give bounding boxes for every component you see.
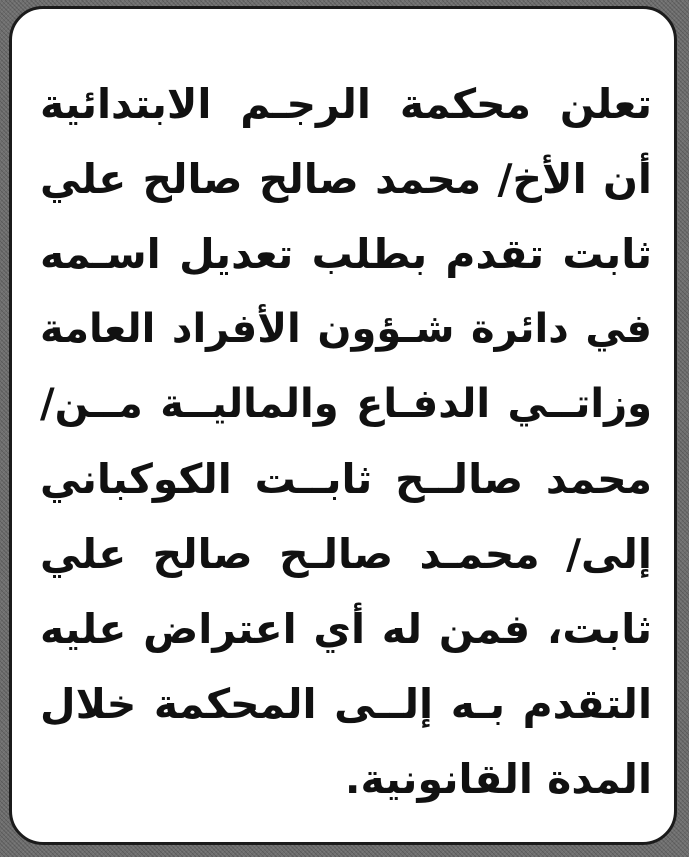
notice-line-7: إلى/ محمـد صالـح صالح علي (40, 530, 652, 578)
notice-line-8: ثابت، فمن له أي اعتراض عليه (40, 605, 652, 653)
notice-line-2: أن الأخ/ محمد صالح صالح علي (40, 155, 652, 203)
notice-text (40, 67, 652, 817)
notice-card (9, 6, 677, 845)
notice-line-10: المدة القانونية. (344, 755, 652, 803)
notice-line-4: في دائرة شـؤون الأفراد العامة (40, 306, 652, 352)
notice-line-6: محمد صالــح ثابــت الكوكباني (40, 455, 652, 503)
notice-line-9: التقدم بـه إلــى المحكمة خلال (40, 680, 652, 728)
notice-line-1: تعلن محكمة الرجـم الابتدائية (40, 80, 652, 128)
notice-line-3: ثابت تقدم بطلب تعديل اسـمه (40, 230, 652, 278)
notice-line-5: وزاتــي الدفـاع والماليــة مــن/ (40, 381, 652, 427)
